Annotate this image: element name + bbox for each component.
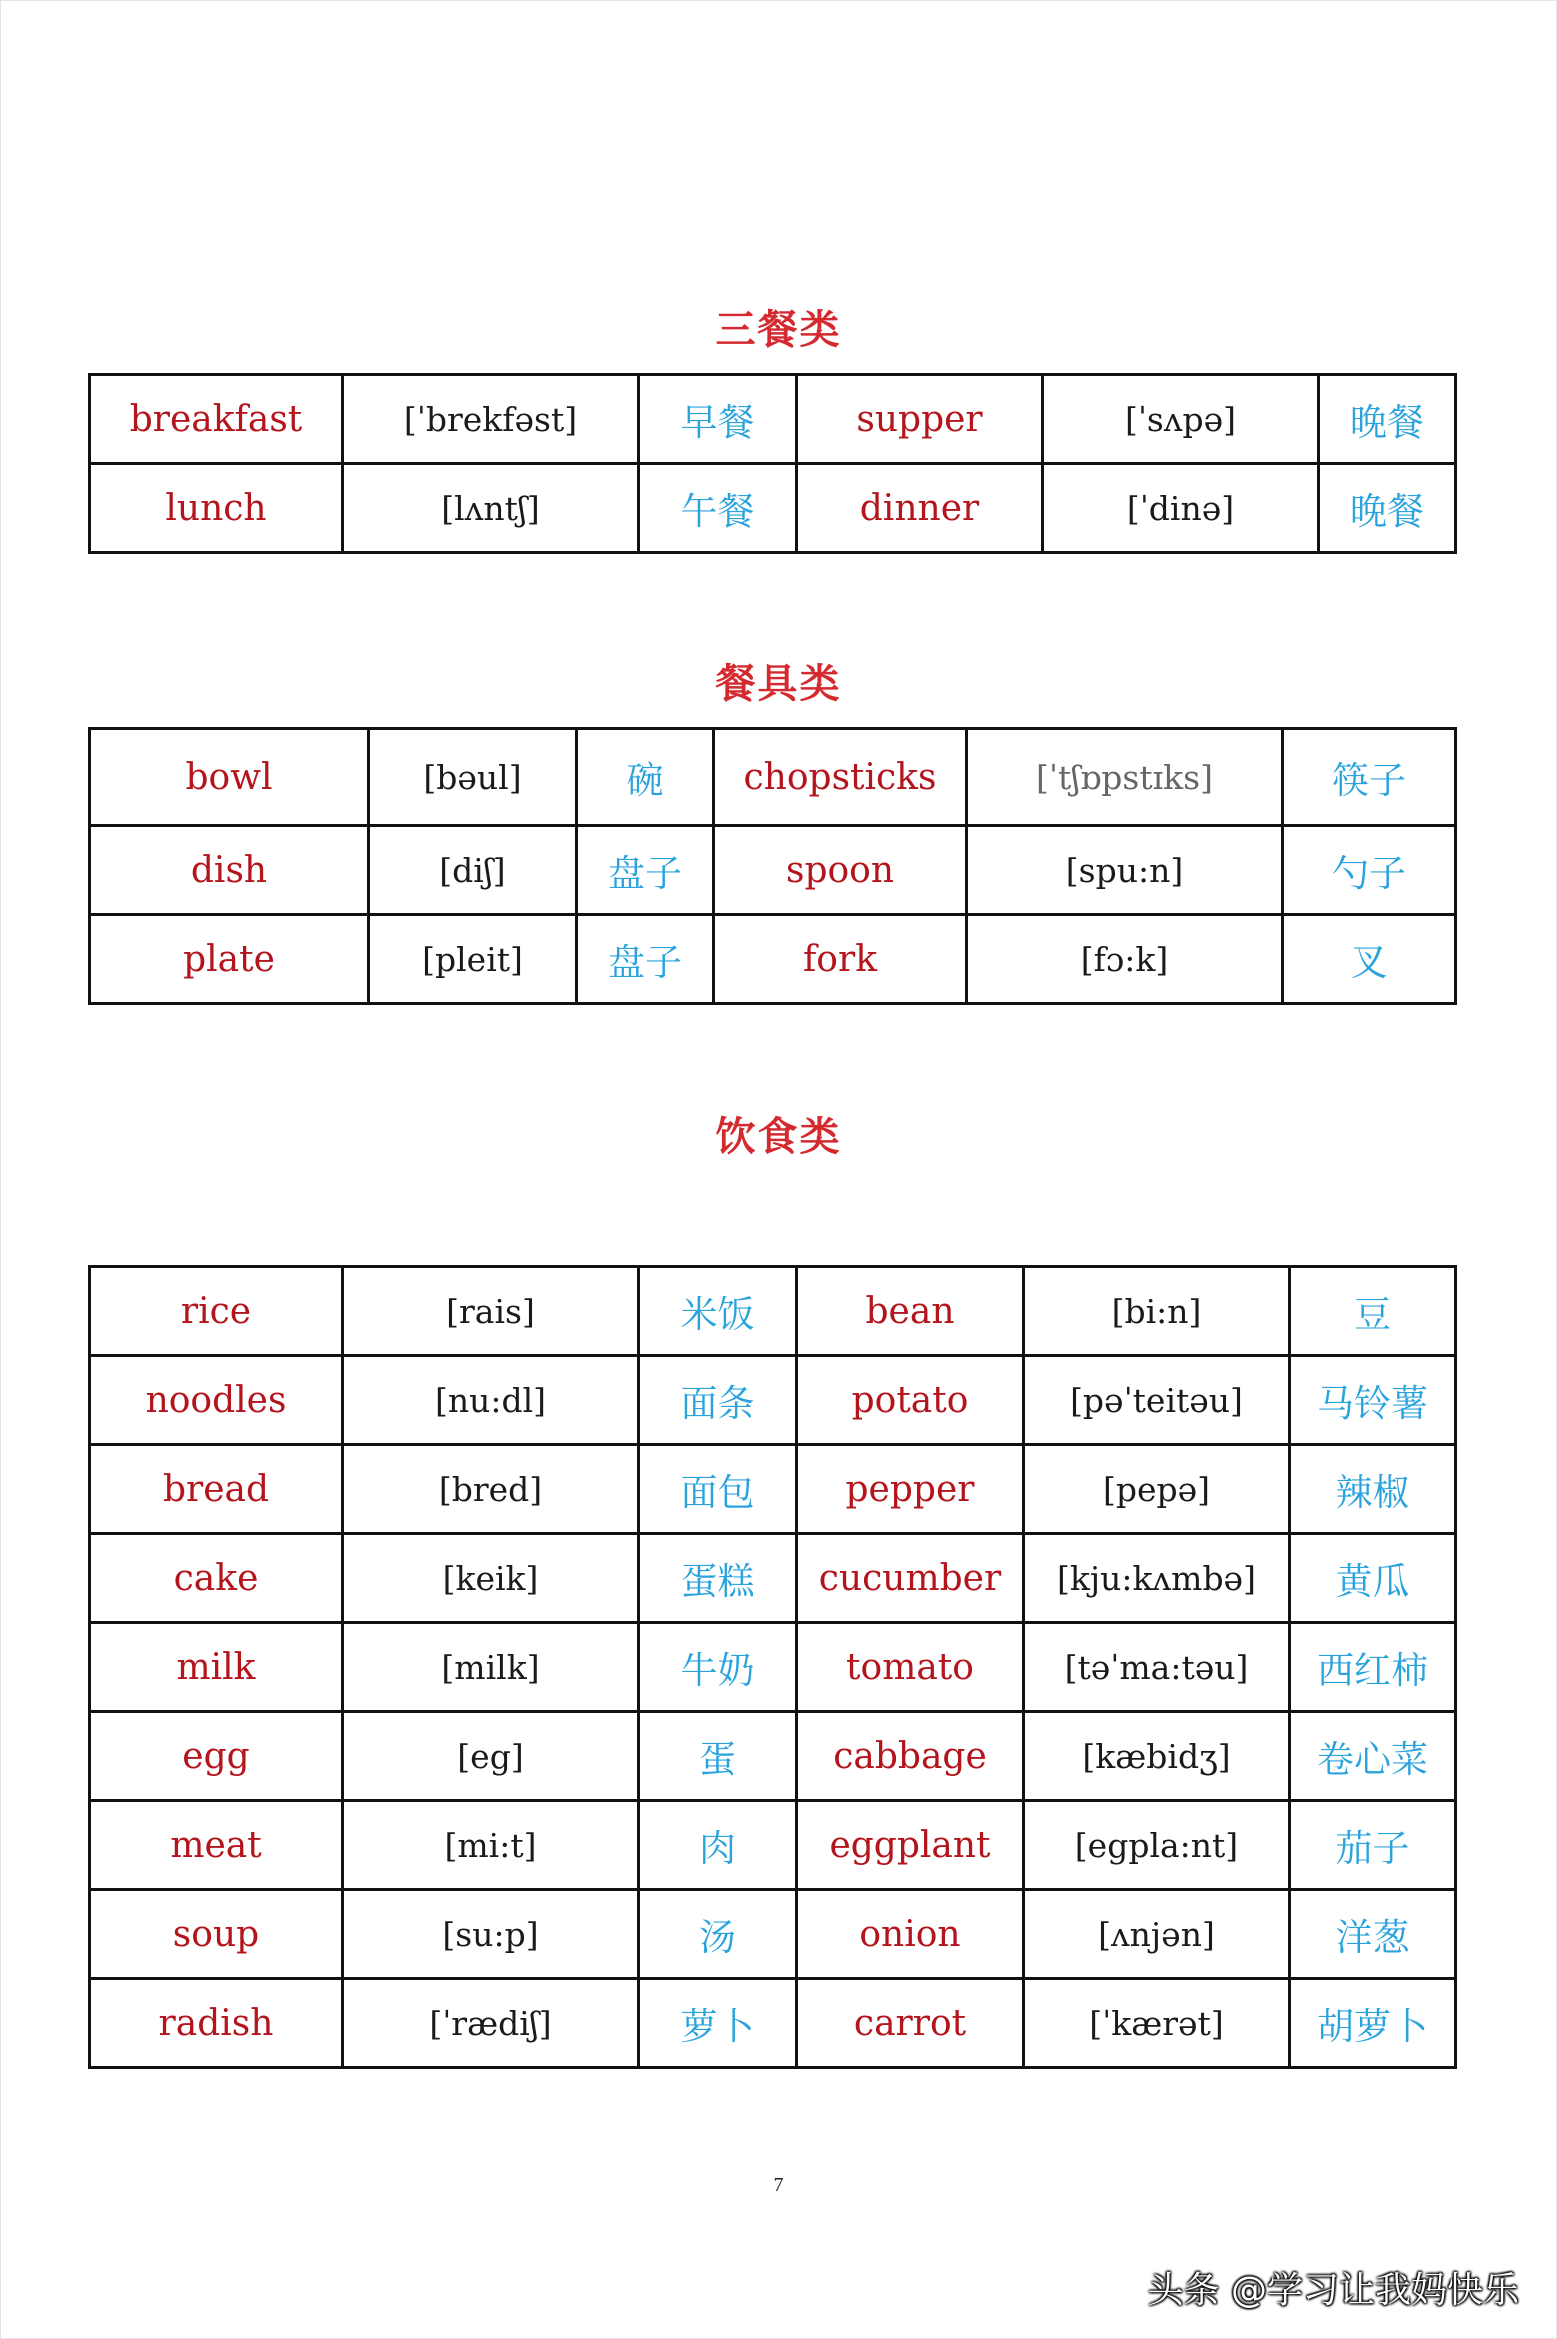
- phonetic: [ˈdinə]: [1043, 464, 1319, 553]
- english-word: eggplant: [797, 1801, 1024, 1890]
- food-table: [88, 1265, 1457, 2069]
- table-row: [90, 1534, 1456, 1623]
- chinese-meaning: 肉: [639, 1801, 797, 1890]
- phonetic: [nu:dl]: [343, 1356, 639, 1445]
- tableware-table: [88, 727, 1457, 1005]
- phonetic: [su:p]: [343, 1890, 639, 1979]
- phonetic: [lʌntʃ]: [343, 464, 639, 553]
- chinese-meaning: 蛋: [639, 1712, 797, 1801]
- english-word: egg: [90, 1712, 343, 1801]
- english-word: cucumber: [797, 1534, 1024, 1623]
- table-row: [90, 1445, 1456, 1534]
- english-word: chopsticks: [714, 729, 967, 826]
- english-word: cake: [90, 1534, 343, 1623]
- chinese-meaning: 汤: [639, 1890, 797, 1979]
- table-row: [90, 1623, 1456, 1712]
- english-word: bowl: [90, 729, 369, 826]
- english-word: bread: [90, 1445, 343, 1534]
- phonetic: [pleit]: [369, 915, 577, 1004]
- english-word: lunch: [90, 464, 343, 553]
- phonetic: [eg]: [343, 1712, 639, 1801]
- phonetic: [ˈrædiʃ]: [343, 1979, 639, 2068]
- phonetic: [kæbidʒ]: [1024, 1712, 1290, 1801]
- chinese-meaning: 萝卜: [639, 1979, 797, 2068]
- phonetic: [ʌnjən]: [1024, 1890, 1290, 1979]
- chinese-meaning: 西红柿: [1290, 1623, 1456, 1712]
- phonetic: [fɔ:k]: [967, 915, 1283, 1004]
- section-title-meals: 三餐类: [715, 307, 842, 353]
- chinese-meaning: 茄子: [1290, 1801, 1456, 1890]
- english-word: radish: [90, 1979, 343, 2068]
- chinese-meaning: 叉: [1283, 915, 1456, 1004]
- english-word: noodles: [90, 1356, 343, 1445]
- chinese-meaning: 早餐: [639, 375, 797, 464]
- chinese-meaning: 盘子: [577, 915, 714, 1004]
- table-row: [90, 1356, 1456, 1445]
- english-word: milk: [90, 1623, 343, 1712]
- phonetic: [bəul]: [369, 729, 577, 826]
- chinese-meaning: 胡萝卜: [1290, 1979, 1456, 2068]
- chinese-meaning: 卷心菜: [1290, 1712, 1456, 1801]
- table-row: [90, 729, 1456, 826]
- phonetic: [ˈsʌpə]: [1043, 375, 1319, 464]
- chinese-meaning: 辣椒: [1290, 1445, 1456, 1534]
- chinese-meaning: 蛋糕: [639, 1534, 797, 1623]
- phonetic: [rais]: [343, 1267, 639, 1356]
- table-row: [90, 1267, 1456, 1356]
- english-word: onion: [797, 1890, 1024, 1979]
- english-word: carrot: [797, 1979, 1024, 2068]
- table-row: [90, 464, 1456, 553]
- english-word: pepper: [797, 1445, 1024, 1534]
- chinese-meaning: 午餐: [639, 464, 797, 553]
- english-word: cabbage: [797, 1712, 1024, 1801]
- meals-table: [88, 373, 1457, 554]
- chinese-meaning: 碗: [577, 729, 714, 826]
- phonetic: [təˈma:təu]: [1024, 1623, 1290, 1712]
- phonetic: [ˈtʃɒpstɪks]: [967, 729, 1283, 826]
- phonetic: [keik]: [343, 1534, 639, 1623]
- english-word: bean: [797, 1267, 1024, 1356]
- english-word: meat: [90, 1801, 343, 1890]
- phonetic: [egpla:nt]: [1024, 1801, 1290, 1890]
- english-word: soup: [90, 1890, 343, 1979]
- english-word: plate: [90, 915, 369, 1004]
- chinese-meaning: 盘子: [577, 826, 714, 915]
- phonetic: [pepə]: [1024, 1445, 1290, 1534]
- chinese-meaning: 洋葱: [1290, 1890, 1456, 1979]
- table-row: [90, 826, 1456, 915]
- phonetic: [kju:kʌmbə]: [1024, 1534, 1290, 1623]
- chinese-meaning: 牛奶: [639, 1623, 797, 1712]
- phonetic: [pəˈteitəu]: [1024, 1356, 1290, 1445]
- phonetic: [bred]: [343, 1445, 639, 1534]
- table-row: [90, 375, 1456, 464]
- table-row: [90, 1890, 1456, 1979]
- chinese-meaning: 勺子: [1283, 826, 1456, 915]
- english-word: breakfast: [90, 375, 343, 464]
- chinese-meaning: 面包: [639, 1445, 797, 1534]
- chinese-meaning: 豆: [1290, 1267, 1456, 1356]
- phonetic: [bi:n]: [1024, 1267, 1290, 1356]
- phonetic: [diʃ]: [369, 826, 577, 915]
- chinese-meaning: 米饭: [639, 1267, 797, 1356]
- english-word: spoon: [714, 826, 967, 915]
- english-word: supper: [797, 375, 1043, 464]
- chinese-meaning: 晚餐: [1319, 464, 1456, 553]
- section-title-food: 饮食类: [715, 1114, 842, 1160]
- page-number: 7: [773, 2174, 784, 2196]
- phonetic: [spu:n]: [967, 826, 1283, 915]
- chinese-meaning: 晚餐: [1319, 375, 1456, 464]
- english-word: potato: [797, 1356, 1024, 1445]
- phonetic: [milk]: [343, 1623, 639, 1712]
- chinese-meaning: 黄瓜: [1290, 1534, 1456, 1623]
- chinese-meaning: 筷子: [1283, 729, 1456, 826]
- phonetic: [mi:t]: [343, 1801, 639, 1890]
- phonetic: [ˈkærət]: [1024, 1979, 1290, 2068]
- table-row: [90, 1979, 1456, 2068]
- table-row: [90, 1801, 1456, 1890]
- english-word: fork: [714, 915, 967, 1004]
- english-word: tomato: [797, 1623, 1024, 1712]
- table-row: [90, 1712, 1456, 1801]
- english-word: rice: [90, 1267, 343, 1356]
- section-title-tableware: 餐具类: [715, 661, 842, 707]
- english-word: dinner: [797, 464, 1043, 553]
- english-word: dish: [90, 826, 369, 915]
- watermark: 头条 @学习让我妈快乐: [1147, 2270, 1519, 2311]
- table-row: [90, 915, 1456, 1004]
- phonetic: [ˈbrekfəst]: [343, 375, 639, 464]
- chinese-meaning: 马铃薯: [1290, 1356, 1456, 1445]
- chinese-meaning: 面条: [639, 1356, 797, 1445]
